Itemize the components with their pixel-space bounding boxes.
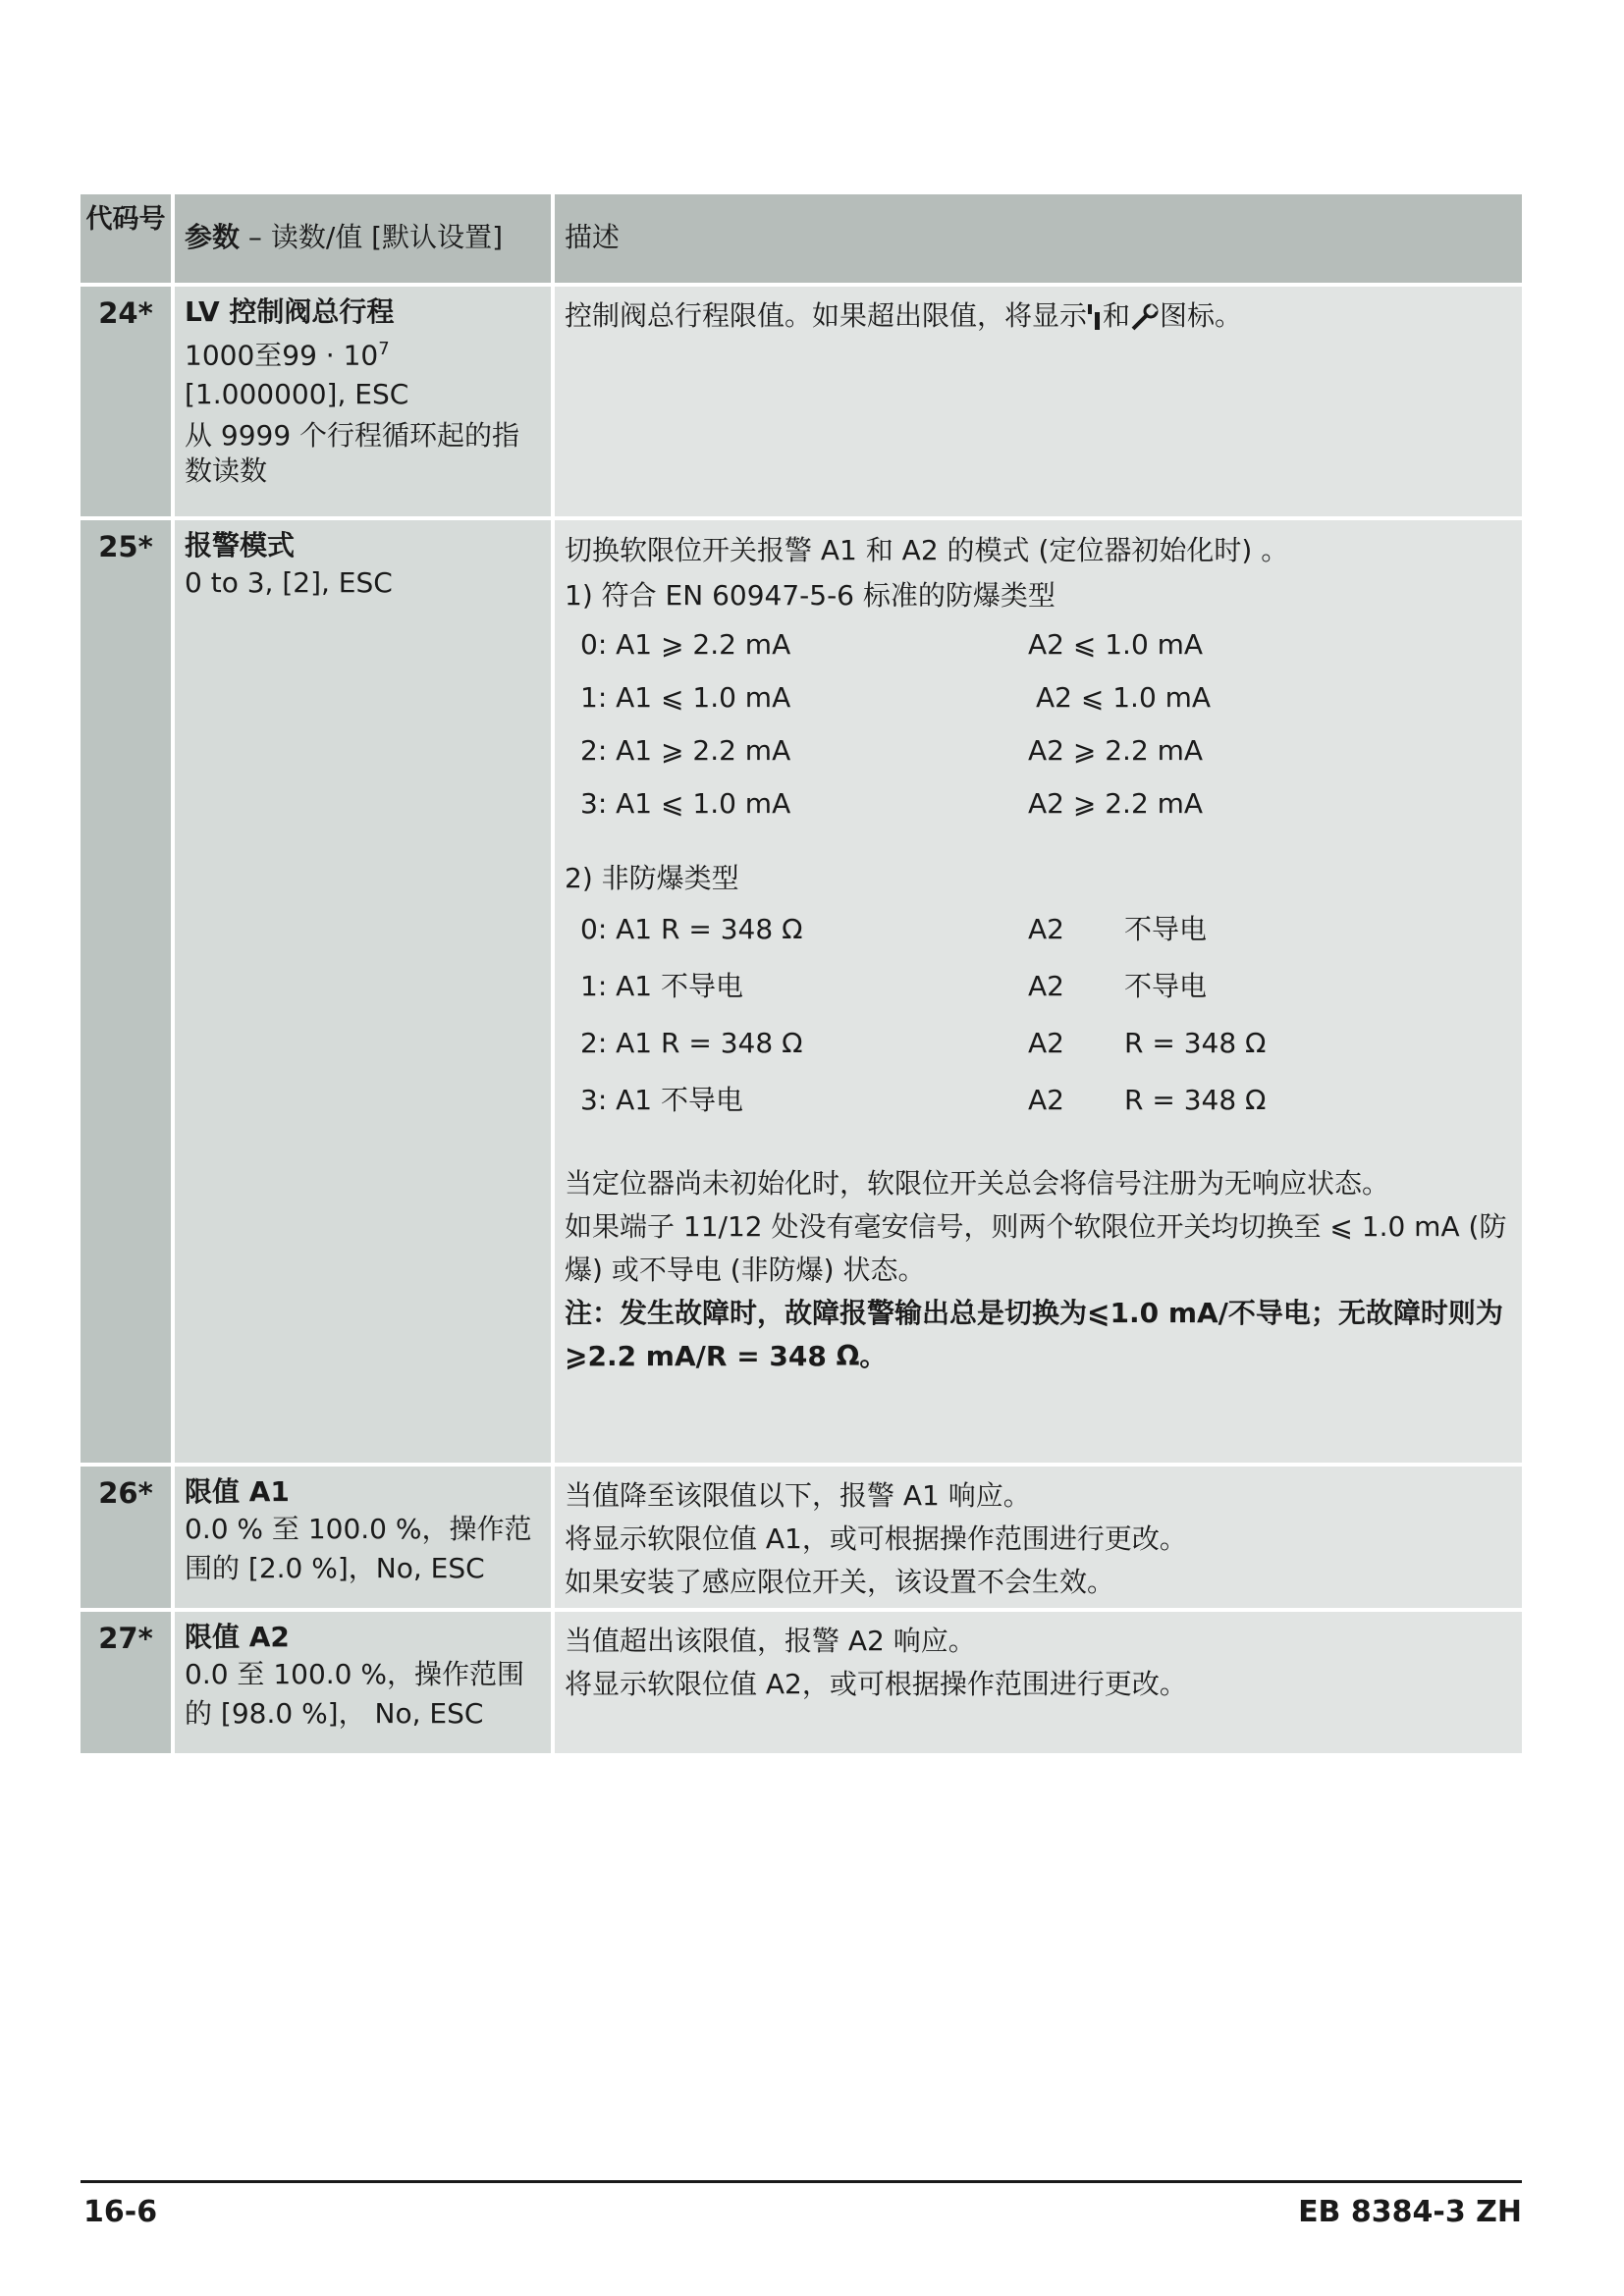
param-range-text: 1000至99 · 10 (185, 339, 379, 372)
param-default: [1.000000], ESC (185, 378, 409, 411)
desc-paragraph: 当定位器尚未初始化时，软限位开关总会将信号注册为无响应状态。 (565, 1167, 1390, 1200)
footer-divider (81, 2180, 1522, 2183)
desc-line: 当值降至该限值以下，报警 A1 响应。 (565, 1479, 1031, 1512)
desc-text-post: 图标。 (1160, 299, 1243, 332)
document-id: EB 8384-3 ZH (1298, 2195, 1522, 2229)
spacer (565, 1129, 1514, 1162)
parameter-table (81, 194, 1522, 1757)
mode-a1: 0: A1 R = 348 Ω (580, 913, 803, 945)
mode-a2-label: A2 (1028, 970, 1064, 1002)
table-header (81, 194, 1522, 283)
param-cell (175, 1467, 551, 1608)
header-code-cell (81, 194, 171, 283)
maintenance-flag-icon (1087, 302, 1103, 332)
mode-a1: 3: A1 ⩽ 1.0 mA (580, 787, 791, 820)
header-param-cell (175, 194, 551, 283)
code-cell (81, 287, 171, 516)
desc-text-mid: 和 (1103, 299, 1131, 332)
desc-line: 当值超出该限值，报警 A2 响应。 (565, 1625, 976, 1657)
param-range: 0 to 3, [2], ESC (185, 566, 393, 599)
mode-row (565, 724, 1514, 777)
mode-a1: 0: A1 ⩾ 2.2 mA (580, 628, 791, 661)
param-exponent: 7 (378, 339, 390, 359)
mode-row (565, 618, 1514, 671)
mode-row (565, 901, 1514, 958)
param-note: 从 9999 个行程循环起的指数读数 (185, 419, 520, 488)
mode-row (565, 671, 1514, 724)
page-number: 16-6 (83, 2195, 158, 2229)
mode-a2-label: A2 (1028, 913, 1064, 945)
table-row (81, 520, 1522, 1463)
desc-line (565, 287, 1514, 338)
header-param-bold: 参数 (185, 221, 241, 253)
param-title: 限值 A2 (185, 1621, 290, 1653)
param-title: LV 控制阀总行程 (185, 295, 395, 328)
wrench-icon (1130, 302, 1160, 332)
desc-note: 注：发生故障时，故障报警输出总是切换为⩽1.0 mA/不导电；无故障时则为 ⩾2.2 mA/R = 348 Ω。 (565, 1297, 1503, 1372)
desc-cell (555, 1467, 1522, 1608)
mode-a1: 1: A1 ⩽ 1.0 mA (580, 681, 791, 714)
desc-intro: 切换软限位开关报警 A1 和 A2 的模式 (定位器初始化时) 。 (565, 534, 1289, 566)
desc-line: 如果安装了感应限位开关，该设置不会生效。 (565, 1566, 1115, 1598)
row-code: 24* (98, 296, 153, 330)
param-range (185, 330, 543, 375)
mode-a2: A2 ⩽ 1.0 mA (1028, 628, 1204, 661)
header-code: 代码号 (85, 204, 166, 235)
desc-section-1: 1) 符合 EN 60947-5-6 标准的防爆类型 (565, 579, 1056, 612)
param-title: 限值 A1 (185, 1475, 290, 1508)
table-row (81, 287, 1522, 516)
mode-a1: 3: A1 不导电 (580, 1084, 744, 1116)
mode-row (565, 958, 1514, 1015)
row-code: 26* (98, 1476, 153, 1510)
param-cell (175, 287, 551, 516)
param-range: 0.0 % 至 100.0 %，操作范围的 [2.0 %]，No, ESC (185, 1513, 532, 1584)
desc-paragraph: 如果端子 11/12 处没有毫安信号，则两个软限位开关均切换至 ⩽ 1.0 mA (防爆) 或不导电 (非防爆) 状态。 (565, 1210, 1507, 1286)
mode-a2-value: 不导电 (1124, 913, 1208, 945)
param-title: 报警模式 (185, 529, 296, 561)
spacer (565, 830, 1514, 856)
row-code: 25* (98, 530, 153, 563)
mode-row (565, 777, 1514, 830)
table-row (81, 1467, 1522, 1608)
table-row (81, 1612, 1522, 1753)
mode-a2-value: R = 348 Ω (1124, 1027, 1267, 1059)
mode-a2-label: A2 (1028, 1027, 1064, 1059)
code-cell (81, 1612, 171, 1753)
desc-cell (555, 287, 1522, 516)
mode-a2: A2 ⩾ 2.2 mA (1028, 787, 1204, 820)
desc-cell (555, 1612, 1522, 1753)
header-param (185, 194, 543, 252)
mode-row (565, 1072, 1514, 1129)
param-range: 0.0 至 100.0 %，操作范围的 [98.0 %]， No, ESC (185, 1658, 524, 1730)
mode-a2-label: A2 (1028, 1084, 1064, 1116)
desc-cell (555, 520, 1522, 1463)
code-cell (81, 520, 171, 1463)
desc-line: 将显示软限位值 A1，或可根据操作范围进行更改。 (565, 1522, 1187, 1555)
mode-a1: 2: A1 ⩾ 2.2 mA (580, 734, 791, 767)
desc-section-2: 2) 非防爆类型 (565, 862, 739, 894)
param-cell (175, 520, 551, 1463)
desc-text-pre: 控制阀总行程限值。如果超出限值，将显示 (565, 299, 1088, 332)
param-cell (175, 1612, 551, 1753)
code-cell (81, 1467, 171, 1608)
header-desc-cell (555, 194, 1522, 283)
header-desc: 描述 (565, 221, 621, 253)
mode-a2: A2 ⩽ 1.0 mA (1036, 681, 1212, 714)
mode-a2: A2 ⩾ 2.2 mA (1028, 734, 1204, 767)
mode-a2-value: 不导电 (1124, 970, 1208, 1002)
mode-a2-value: R = 348 Ω (1124, 1084, 1267, 1116)
header-param-rest: – 读数/值 [默认设置] (240, 221, 503, 253)
mode-a1: 1: A1 不导电 (580, 970, 744, 1002)
desc-line: 将显示软限位值 A2，或可根据操作范围进行更改。 (565, 1668, 1187, 1700)
mode-a1: 2: A1 R = 348 Ω (580, 1027, 803, 1059)
row-code: 27* (98, 1622, 153, 1655)
mode-row (565, 1015, 1514, 1072)
